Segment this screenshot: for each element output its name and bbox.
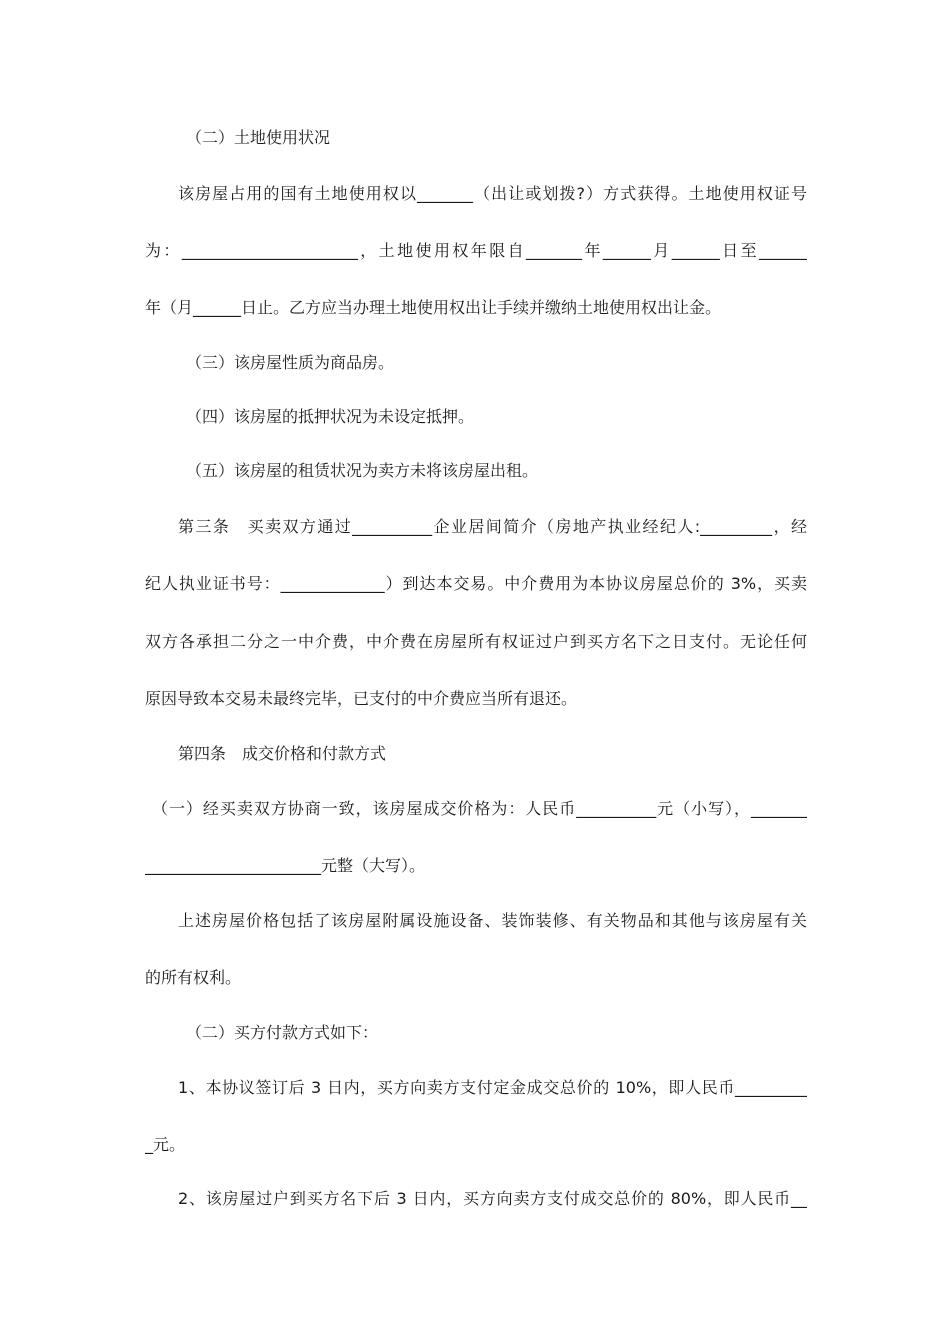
paragraph-line: 年（月______日止。乙方应当办理土地使用权出让手续并缴纳土地使用权出让金。 [145,298,722,317]
paragraph-line: ______________________元整（大写）。 [145,856,426,875]
paragraph-line: 1、本协议签订后 3 日内，买方向卖方支付定金成交总价的 10%，即人民币_________ [178,1078,807,1097]
paragraph-line: 2、该房屋过户到买方名下后 3 日内，买方向卖方支付成交总价的 80%，即人民币__ [178,1189,807,1208]
paragraph-line: _元。 [145,1135,186,1154]
paragraph-line: 双方各承担二分之一中介费，中介费在房屋所有权证过户到买方名下之日支付。无论任何 [145,632,807,651]
section-heading-lease: （五）该房屋的租赁状况为卖方未将该房屋出租。 [186,461,539,480]
paragraph-line: 纪人执业证书号：_____________）到达本交易。中介费用为本协议房屋总价的 3%，买卖 [145,574,807,593]
article-four-heading: 第四条 成交价格和付款方式 [178,744,387,763]
section-heading-property-nature: （三）该房屋性质为商品房。 [186,353,395,372]
section-heading-payment: （二）买方付款方式如下： [186,1023,379,1042]
article-three-line: 第三条 买卖双方通过__________企业居间简介（房地产执业经纪人:_________，经 [178,517,807,536]
section-heading-mortgage: （四）该房屋的抵押状况为未设定抵押。 [186,407,475,426]
paragraph-line: （一）经买卖双方协商一致，该房屋成交价格为：人民币__________元（小写），_______ [152,799,807,818]
section-heading-land-use: （二）土地使用状况 [186,128,331,147]
paragraph-line: 该房屋占用的国有土地使用权以_______（出让或划拨?）方式获得。土地使用权证号 [178,184,807,203]
paragraph-line: 原因导致本交易未最终完毕，已支付的中介费应当所有退还。 [145,689,578,708]
paragraph-line: 上述房屋价格包括了该房屋附属设施设备、装饰装修、有关物品和其他与该房屋有关 [178,911,807,930]
paragraph-line: 的所有权利。 [145,968,242,987]
paragraph-line: 为：______________________，土地使用权年限自_______年______月______日至______ [145,241,807,260]
